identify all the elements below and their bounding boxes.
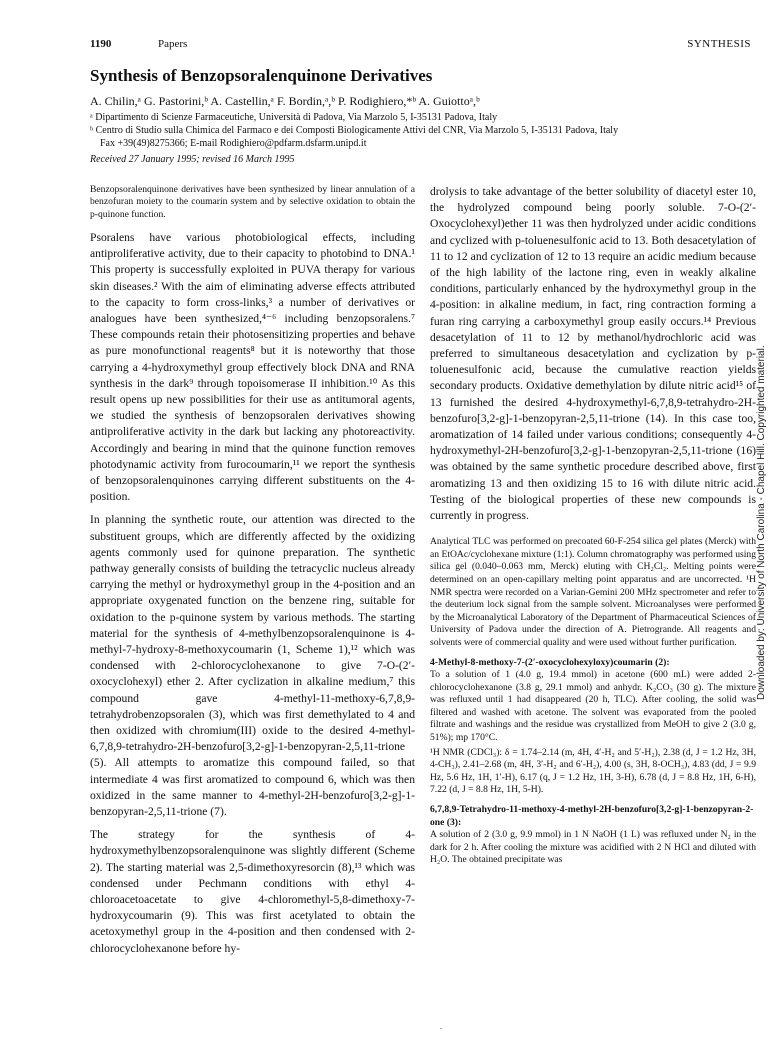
journal-name: SYNTHESIS [687, 38, 751, 50]
article-title: Synthesis of Benzopsoralenquinone Derivatives [90, 66, 433, 85]
compound-3-title: 6,7,8,9-Tetrahydro-11-methoxy-4-methyl-2H-benzofuro[3,2-g]-1-benzopyran-2-one (3): [430, 804, 754, 828]
compound-3-procedure: A solution of 2 (3.0 g, 9.9 mmol) in 1 N NaOH (1 L) was refluxed under N₂ in the dark for 2 h. After cooling the mixture was acidified with 2 N HCl and diluted with H₂O. The obtained precipitate was [430, 829, 756, 866]
abstract: Benzopsoralenquinone derivatives have been synthesized by linear annulation of a benzofuran moiety to the coumarin system and by selective oxidation to obtain the p-quinone function. [90, 184, 415, 220]
received-dates: Received 27 January 1995; revised 16 March 1995 [90, 154, 295, 165]
contact-info: Fax +39(49)8275366; E-mail Rodighiero@pdfarm.dsfarm.unipd.it [100, 138, 367, 149]
author-list: A. Chilin,ᵃ G. Pastorini,ᵇ A. Castellin,ᵃ F. Bordin,ᵃ,ᵇ P. Rodighiero,*ᵇ A. Guiottoᵃ,ᵇ [90, 94, 480, 108]
intro-paragraph: Psoralens have various photobiological effects, including antiproliferative activity, due to their capacity to photobind to DNA.¹ This property is successfully exploited in PUVA therapy for various skin diseases.² With the aim of eliminating adverse effects attributed to the capacity to form cross-links,³ a number of derivatives or analogues have been synthesized,⁴⁻⁶ including benzopsoralens.⁷ These compounds retain their photosensitizing properties and behave as pure monofunctional reagents⁸ but it is noteworthy that those carrying a 4-hydroxymethyl group effectively block DNA and RNA synthesis in the dark⁹ through topoisomerase II inhibition.¹⁰ As this result opens up new possibilities for their use as antitumoral agents, we studied the synthesis of benzopsoralen derivatives showing antiproliferative activity in the dark but lacking any photoreactivity. Accordingly and bearing in mind that the quinone function removes photodynamic activity from furocoumarin,¹¹ we report the synthesis of benzopsoralenquinones carrying different substituents on the 4-position. [90, 230, 415, 504]
general-methods: Analytical TLC was performed on precoated 60-F-254 silica gel plates (Merck) with an EtOAc/cyclohexane mixture (1:1). Column chromatography was performed using silica gel (0.040–0.063 mm, Merck) eluting with CH₂Cl₂. Melting points were determined on an open-capillary melting point apparatus and are uncorrected. ¹H NMR spectra were recorded on a Varian-Gemini 200 MHz spectrometer and refer to the deuterium lock signal from the sample solvent. Microanalyses were performed by the Microanalytical Laboratory of the Department of Pharmaceutical Sciences of University of Padova under the direction of A. Pietrogrande. All reagents and solvents were of commercial quality and were used without further purification. [430, 536, 756, 649]
continuation-paragraph: drolysis to take advantage of the better solubility of diacetyl ester 10, the hydrolyzed compound being poorly soluble. 7-O-(2′-Oxocyclohexyl)ether 11 was then hydrolyzed under acidic conditions and cyclized with p-toluenesulfonic acid to 13. Both desacetylation of 11 to 12 and cyclization of 12 to 13 require an acidic medium because of the high lability of the lactone ring, even in weakly alkaline conditions, particularly enhanced by the hydroxymethyl group in the 4-position: in alkaline medium, in fact, ring contraction forming a furan ring carrying a carboxymethyl group easily occurs.¹⁴ Previous desacetylation of 11 to 12 by methanol/hydrochloric acid was preferred to simultaneous desacetylation and cyclization by p-toluenesulfonic acid, because the cumulative reaction yields secondary products. Oxidative demethylation by dilute nitric acid¹⁵ of 13 furnished the desired 4-hydroxymethyl-6,7,8,9-tetrahydro-2H-benzofuro[3,2-g]-1-benzopyran-2,5,11-trione (14). In this case too, aromatization of 14 failed under various conditions; consequently 4-hydroxymethyl-2H-benzofuro[3,2-g]-1-benzopyran-2,5,11-trione (16) was obtained by the same synthetic procedure described above, first aromatizing 13 and then oxidizing 15 to 16 with dilute nitric acid. Testing of the biological properties of these new compounds is currently in progress. [430, 185, 756, 523]
strategy-paragraph: The strategy for the synthesis of 4-hydroxymethylbenzopsoralenquinone was slightly different (Scheme 2). The starting material was 2,5-dimethoxyresorcin (8),¹³ which was condensed under Pechmann conditions with ethyl 4-chloroacetoacetate to give 4-chloromethyl-5,8-dimethoxy-7-hydroxycoumarin (9). This was first acetylated to obtain the acetoxymethyl group in the 4-position and then condensed with 2-chlorocyclohexanone before hy- [90, 828, 415, 955]
compound-2-title: 4-Methyl-8-methoxy-7-(2′-oxocyclohexyloxy)coumarin (2): [430, 656, 670, 668]
compound-2-nmr: ¹H NMR (CDCl₃): δ = 1.74–2.14 (m, 4H, 4′-H₂ and 5′-H₂), 2.38 (d, J = 1.2 Hz, 3H, 4-CH₃), 2.41–2.68 (m, 4H, 3′-H₂ and 6′-H₂), 4.00 (s, 3H, 8-OCH₃), 4.83 (dd, J = 9.9 Hz, 5.6 Hz, 1H, 1′-H), 6.17 (q, J = 1.2 Hz, 1H, 3-H), 6.78 (d, J = 8.8 Hz, 1H, 6-H), 7.22 (d, J = 8.8 Hz, 1H, 5-H). [430, 746, 756, 796]
section-label: Papers [158, 38, 188, 50]
right-column [430, 184, 756, 874]
left-column [90, 184, 415, 964]
route-paragraph: In planning the synthetic route, our attention was directed to the substituent groups, which are differently affected by the oxidizing agents commonly used for quinone preparation. The synthetic pathway generally consists of building the tetracyclic nucleus already carrying the methyl or hydroxymethyl group in the 4-position and an appropriate oxygenated function on the benzene ring, suitable for oxidation to the p-quinone system by various methods. The starting material for the synthesis of 4-methylbenzopsoralenquinone is 4-methyl-7-hydroxy-8-methoxycoumarin (1, Scheme 1),¹² which was condensed with 2-chlorocyclohexanone to give 7-O-(2′-oxocyclohexyl) ether 2. After cyclization in alkaline medium,⁷ this compound gave 4-methyl-11-methoxy-6,7,8,9-tetrahydrobenzopsoralen (3), which was first demethylated to 4 and then oxidized with chromium(III) oxide to the desired 4-methyl-6,7,8,9-tetrahydro-2H-benzofuro[3,2-g]-1-benzopyran-2,5,11-trione (5). All attempts to aromatize this compound failed, so that intermediate 4 was first aromatized to compound 6, which was then oxidized in the same manner to 4-methyl-2H-benzofuro[3,2-g]-1-benzopyran-2,5,11-trione (7). [90, 513, 415, 818]
footer-mark: . [440, 1022, 442, 1031]
affiliation-a: ᵃ Dipartimento di Scienze Farmaceutiche, Università di Padova, Via Marzolo 5, I-35131 Padova, Italy [90, 112, 498, 123]
page-number: 1190 [90, 38, 112, 50]
compound-2-procedure: To a solution of 1 (4.0 g, 19.4 mmol) in acetone (600 mL) were added 2-chlorocyclohexanone (3.8 g, 29.1 mmol) and anhydr. K₂CO₃ (30 g). The mixture was refluxed until 1 had disappeared (20 h, TLC). After cooling, the solid was filtered and washed with acetone. The solvent was evaporated from the pooled filtrate and washings and the residue was crystallized from MeOH to give 2 (3.0 g, 51%); mp 170°C. [430, 669, 756, 744]
affiliation-b: ᵇ Centro di Studio sulla Chimica del Farmaco e dei Composti Biologicamente Attivi del CNR, Via Marzolo 5, I-35131 Padova, Italy [90, 125, 619, 136]
download-watermark: Downloaded by: University of North Carolina - Chapel Hill. Copyrighted material. [756, 345, 767, 700]
